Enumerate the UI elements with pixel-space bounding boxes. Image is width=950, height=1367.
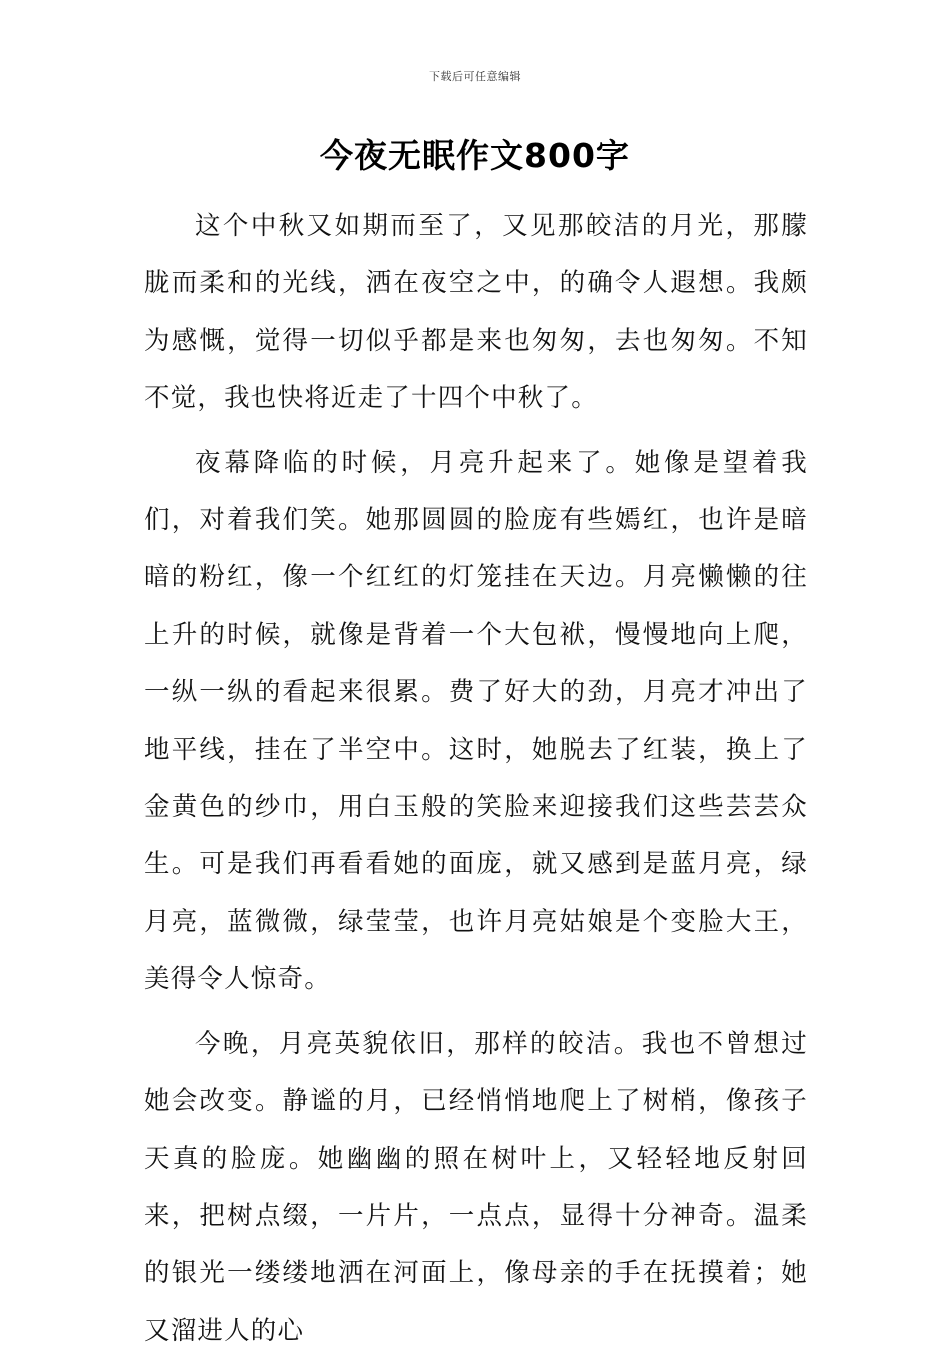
document-body: [144, 198, 808, 1367]
paragraph-3: 今晚，月亮英貌依旧，那样的皎洁。我也不曾想过她会改变。静谧的月，已经悄悄地爬上了树梢，像孩子天真的脸庞。她幽幽的照在树叶上，又轻轻地反射回来，把树点缀，一片片，一点点，显得十分神奇。温柔的银光一缕缕地洒在河面上，像母亲的手在抚摸着；她又溜进人的心: [144, 1028, 808, 1346]
paragraph-1: 这个中秋又如期而至了，又见那皎洁的月光，那朦胧而柔和的光线，洒在夜空之中，的确令人遐想。我颇为感慨，觉得一切似乎都是来也匆匆，去也匆匆。不知不觉，我也快将近走了十四个中秋了。: [144, 211, 808, 414]
paragraph-2: 夜幕降临的时候，月亮升起来了。她像是望着我们，对着我们笑。她那圆圆的脸庞有些嫣红，也许是暗暗的粉红，像一个红红的灯笼挂在天边。月亮懒懒的往上升的时候，就像是背着一个大包袱，慢慢地向上爬，一纵一纵的看起来很累。费了好大的劲，月亮才冲出了地平线，挂在了半空中。这时，她脱去了红装，换上了金黄色的纱巾，用白玉般的笑脸来迎接我们这些芸芸众生。可是我们再看看她的面庞，就又感到是蓝月亮，绿月亮，蓝微微，绿莹莹，也许月亮姑娘是个变脸大王，美得令人惊奇。: [144, 447, 808, 995]
header-note: 下载后可任意编辑: [429, 70, 521, 83]
page-title: 今夜无眠作文800字: [320, 136, 630, 175]
